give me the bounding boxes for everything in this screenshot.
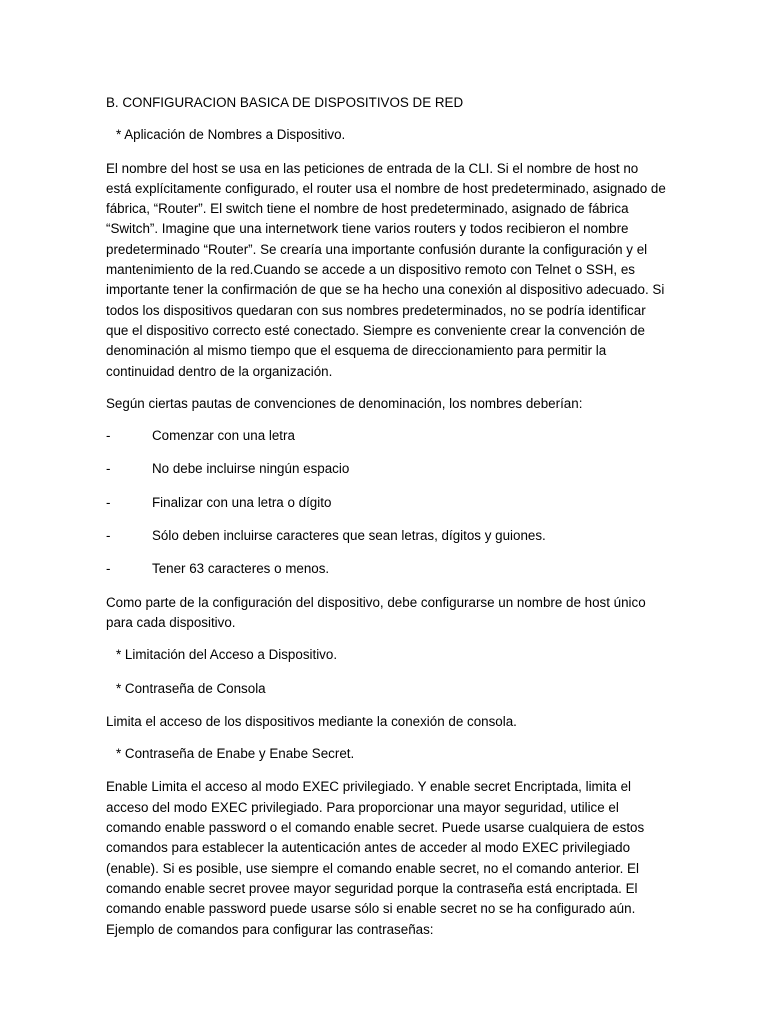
- section-heading: B. CONFIGURACION BASICA DE DISPOSITIVOS DE RED: [106, 95, 464, 110]
- paragraph-host-names: El nombre del host se usa en las peticiones de entrada de la CLI. Si el nombre de host no está explícitamente configurado, el router usa el nombre de host predeterminado, asignado de fábrica, “Router”. El switch tiene el nombre de host predeterminado, asignado de fábrica “Switch”. Imagine que una internetwork tiene varios routers y todos recibieron el nombre predeterminado “Router”. Se crearía una importante confusión durante la configuración y el mantenimiento de la red.Cuando se accede a un dispositivo remoto con Telnet o SSH, es importante tener la confirmación de que se ha hecho una conexión al dispositivo adecuado. Si todos los dispositivos quedaran con sus nombres predeterminados, no se podría identificar que el dispositivo correcto esté conectado. Siempre es conveniente crear la convención de denominación al mismo tiempo que el esquema de direccionamiento para permitir la continuidad dentro de la organización.: [106, 160, 666, 379]
- list-item-text: Sólo deben incluirse caracteres que sean letras, dígitos y guiones.: [152, 528, 546, 544]
- subheading-console-password: * Contraseña de Consola: [116, 680, 266, 696]
- list-item-text: Tener 63 caracteres o menos.: [152, 561, 330, 577]
- list-dash: -: [106, 461, 111, 477]
- paragraph-console-password: Limita el acceso de los dispositivos mediante la conexión de consola.: [106, 713, 517, 729]
- list-item: [106, 559, 666, 579]
- list-item: [106, 526, 666, 546]
- paragraph-enable-secret: Enable Limita el acceso al modo EXEC privilegiado. Y enable secret Encriptada, limita el acceso del modo EXEC privilegiado. Para proporcionar una mayor seguridad, utilice el comando enable password o el comando enable secret. Puede usarse cualquiera de estos comandos para establecer la autenticación antes de acceder al modo EXEC privilegiado (enable). Si es posible, use siempre el comando enable secret, no el comando anterior. El comando enable secret provee mayor seguridad porque la contraseña está encriptada. El comando enable password puede usarse sólo si enable secret no se ha configurado aún. Ejemplo de comandos para configurar las contraseñas:: [106, 779, 645, 937]
- list-dash: -: [106, 428, 111, 444]
- list-item-text: No debe incluirse ningún espacio: [152, 461, 350, 477]
- list-dash: -: [106, 528, 111, 544]
- list-item: [106, 426, 666, 446]
- list-dash: -: [106, 494, 111, 510]
- list-item-text: Finalizar con una letra o dígito: [152, 494, 332, 510]
- paragraph-unique-host-name: Como parte de la configuración del dispositivo, debe configurarse un nombre de host único para cada dispositivo.: [106, 594, 646, 630]
- paragraph-naming-rules-intro: Según ciertas pautas de convenciones de denominación, los nombres deberían:: [106, 395, 583, 411]
- list-item-text: Comenzar con una letra: [152, 428, 295, 444]
- naming-rules-list: [106, 426, 666, 579]
- subheading-enable-secret: * Contraseña de Enabe y Enabe Secret.: [116, 746, 355, 762]
- list-item: [106, 459, 666, 479]
- document-body: [106, 93, 666, 952]
- subheading-host-names: * Aplicación de Nombres a Dispositivo.: [116, 127, 346, 143]
- list-item: [106, 493, 666, 513]
- list-dash: -: [106, 561, 111, 577]
- subheading-access-limitation: * Limitación del Acceso a Dispositivo.: [116, 647, 338, 663]
